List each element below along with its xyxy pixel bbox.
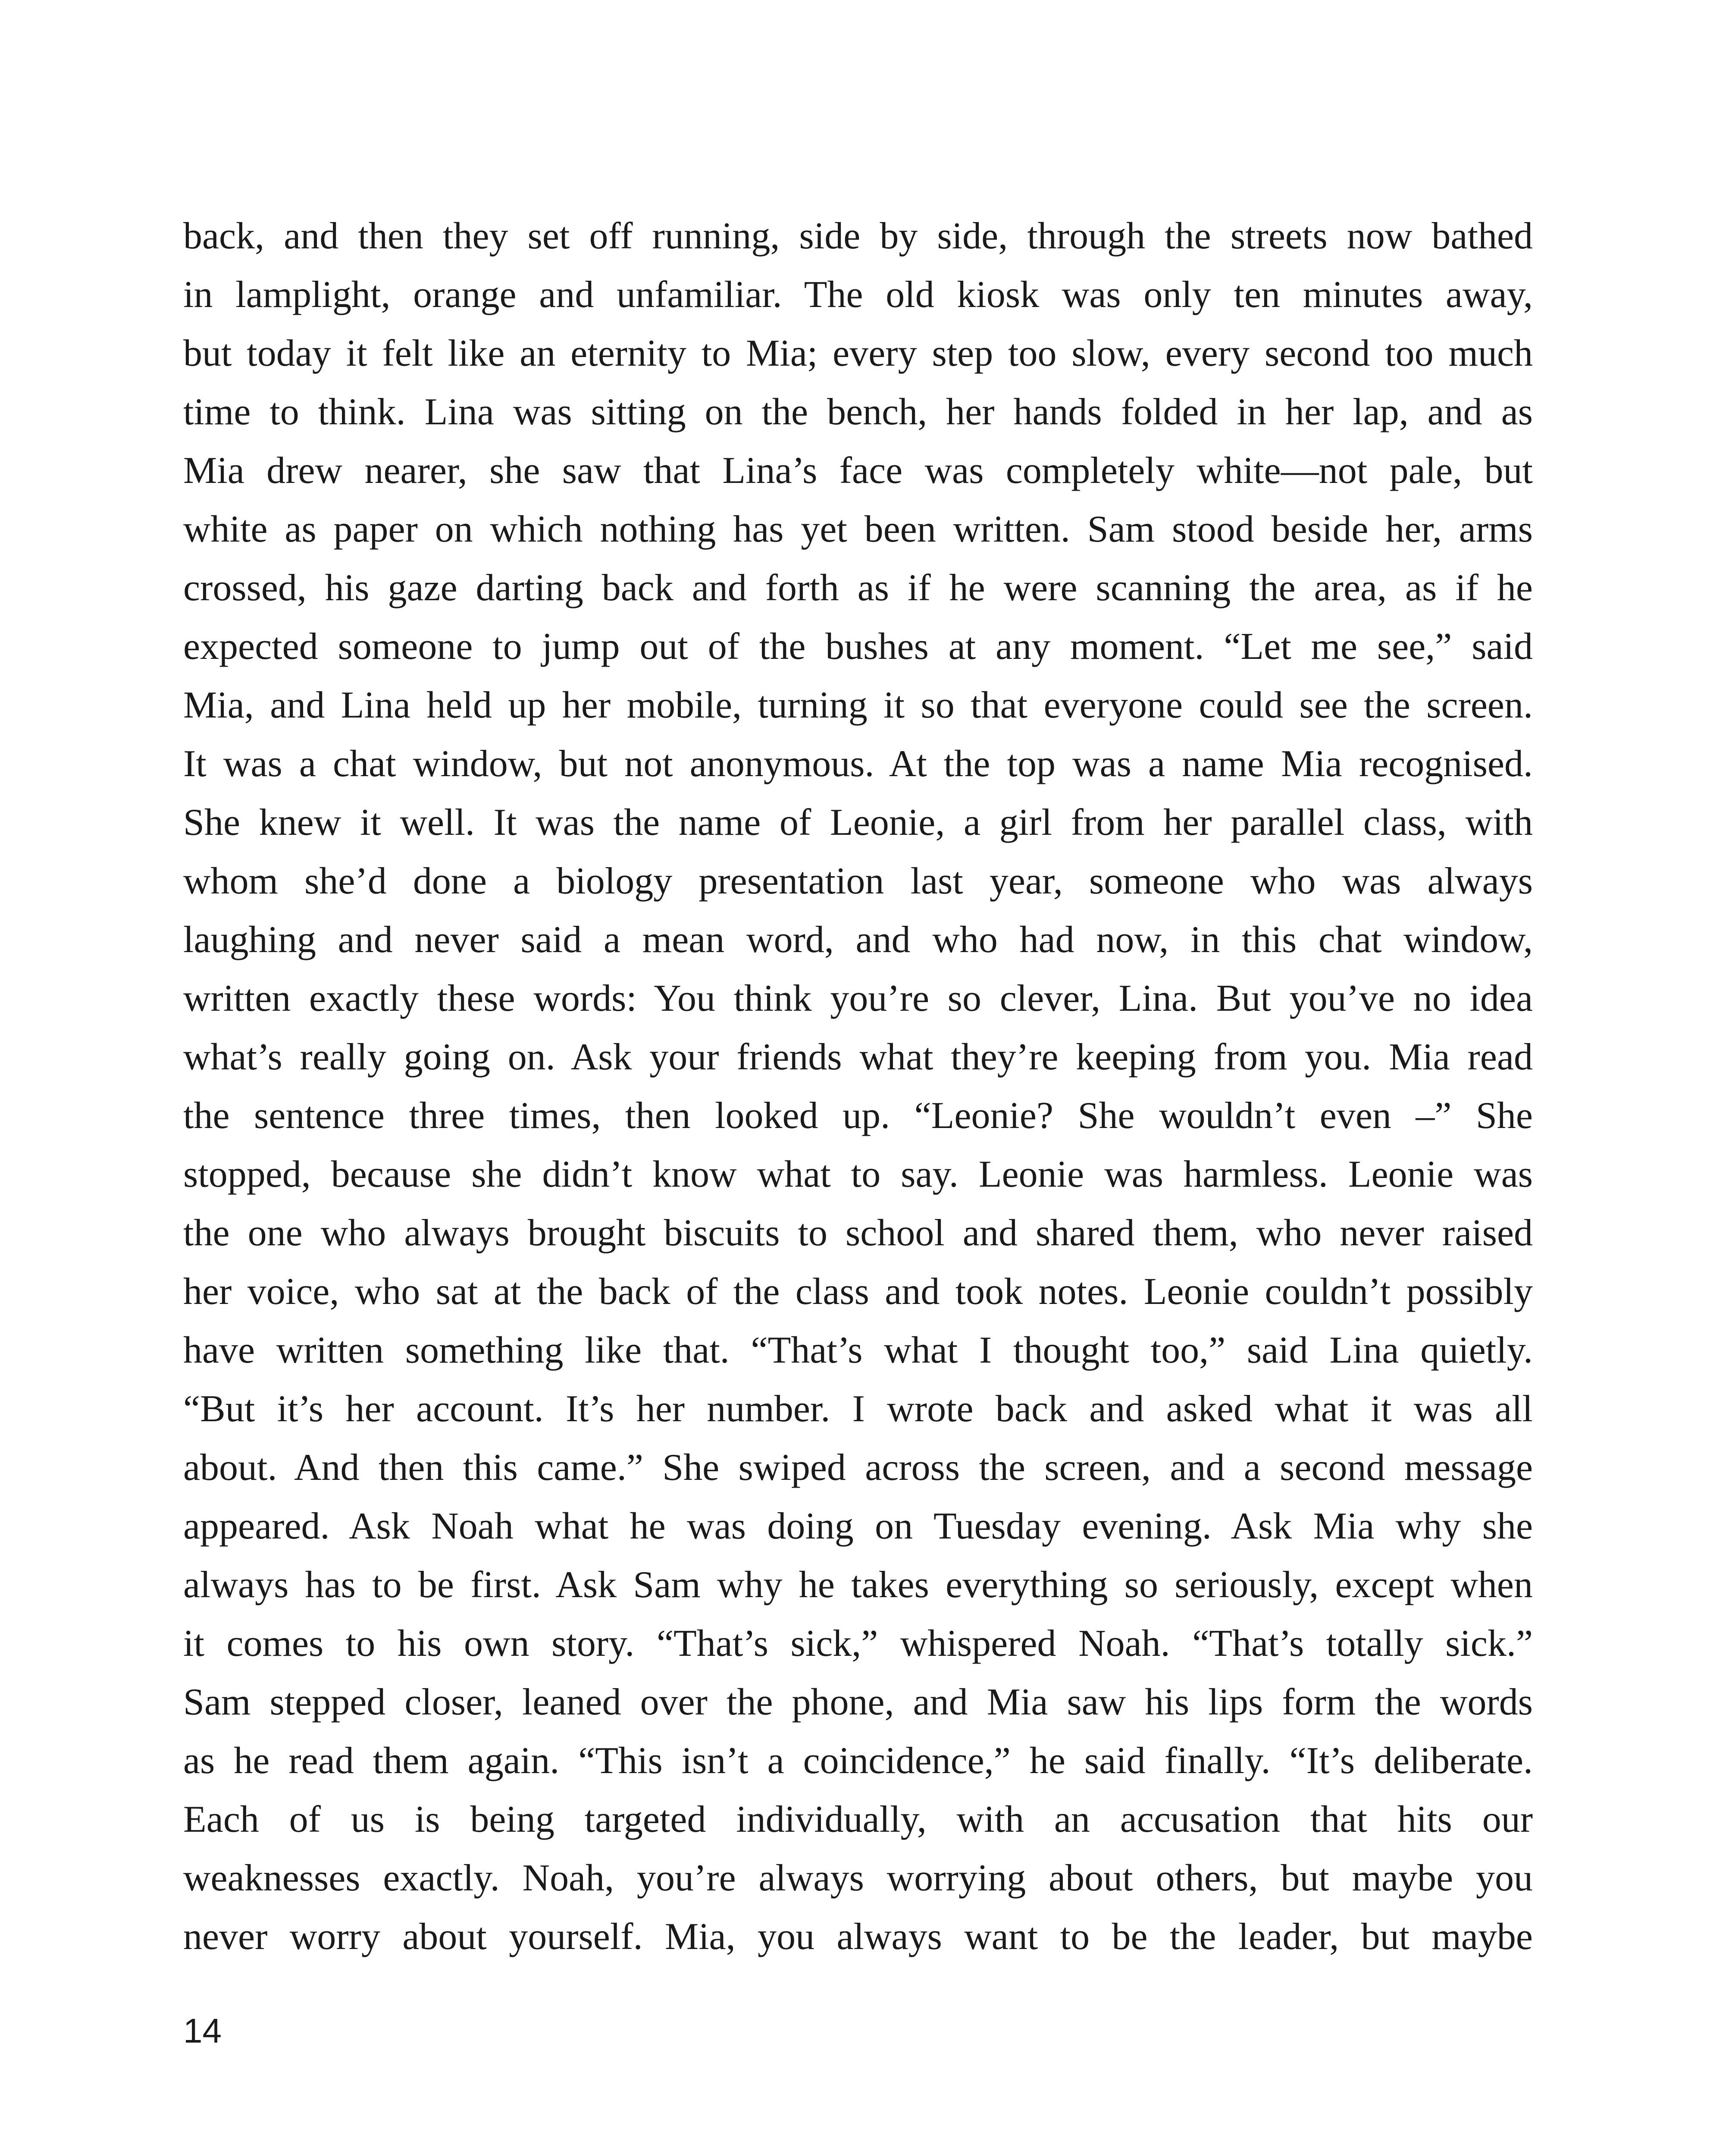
text-line: as he read them again. “This isn’t a coincidence,” he said finally. “It’s deliberate. (183, 1740, 1533, 1782)
text-line: it comes to his own story. “That’s sick,” whispered Noah. “That’s totally sick.” (183, 1623, 1533, 1664)
text-line: back, and then they set off running, side by side, through the streets now bathed (183, 215, 1533, 257)
text-line: the one who always brought biscuits to school and shared them, who never raised (183, 1212, 1533, 1254)
text-line: written exactly these words: You think you’re so clever, Lina. But you’ve no idea (183, 978, 1533, 1019)
text-line: weaknesses exactly. Noah, you’re always worrying about others, but maybe you (183, 1857, 1533, 1899)
text-line: white as paper on which nothing has yet been written. Sam stood beside her, arms (183, 508, 1533, 550)
text-line: laughing and never said a mean word, and who had now, in this chat window, (183, 919, 1533, 961)
text-line: Each of us is being targeted individually, with an accusation that hits our (183, 1799, 1533, 1840)
body-text (183, 207, 1533, 1966)
text-line: Sam stepped closer, leaned over the phone, and Mia saw his lips form the words (183, 1681, 1533, 1723)
text-line: It was a chat window, but not anonymous. At the top was a name Mia recognised. (183, 743, 1533, 785)
text-line: what’s really going on. Ask your friends what they’re keeping from you. Mia read (183, 1036, 1533, 1078)
text-line: crossed, his gaze darting back and forth as if he were scanning the area, as if he (183, 567, 1533, 609)
text-line: appeared. Ask Noah what he was doing on Tuesday evening. Ask Mia why she (183, 1505, 1533, 1547)
text-line: but today it felt like an eternity to Mia; every step too slow, every second too much (183, 332, 1533, 374)
text-line: have written something like that. “That’s what I thought too,” said Lina quietly. (183, 1329, 1533, 1371)
text-line: in lamplight, orange and unfamiliar. The old kiosk was only ten minutes away, (183, 274, 1533, 316)
text-line: She knew it well. It was the name of Leonie, a girl from her parallel class, with (183, 802, 1533, 843)
text-line: stopped, because she didn’t know what to say. Leonie was harmless. Leonie was (183, 1153, 1533, 1195)
page-number: 14 (183, 2012, 222, 2050)
text-line: never worry about yourself. Mia, you always want to be the leader, but maybe (183, 1916, 1533, 1958)
text-line: time to think. Lina was sitting on the bench, her hands folded in her lap, and as (183, 391, 1533, 433)
text-line: about. And then this came.” She swiped across the screen, and a second message (183, 1447, 1533, 1489)
text-line: whom she’d done a biology presentation last year, someone who was always (183, 860, 1533, 902)
text-line: the sentence three times, then looked up. “Leonie? She wouldn’t even –” She (183, 1095, 1533, 1137)
text-line: Mia, and Lina held up her mobile, turning it so that everyone could see the screen. (183, 684, 1533, 726)
text-line: Mia drew nearer, she saw that Lina’s face was completely white—not pale, but (183, 450, 1533, 492)
text-line: her voice, who sat at the back of the class and took notes. Leonie couldn’t possibly (183, 1271, 1533, 1313)
text-line: expected someone to jump out of the bushes at any moment. “Let me see,” said (183, 626, 1533, 667)
text-line: “But it’s her account. It’s her number. I wrote back and asked what it was all (183, 1388, 1533, 1430)
text-line: always has to be first. Ask Sam why he takes everything so seriously, except when (183, 1564, 1533, 1606)
